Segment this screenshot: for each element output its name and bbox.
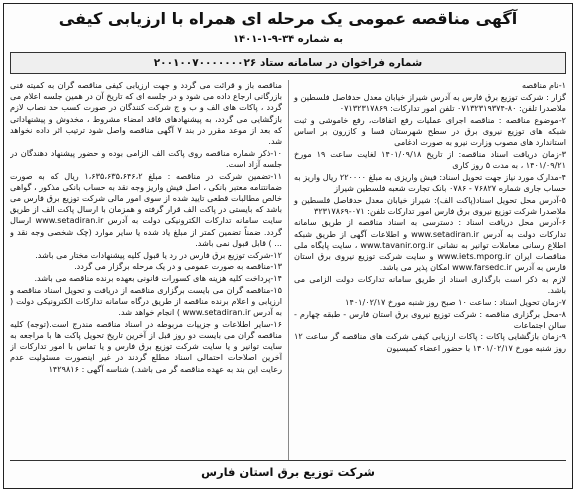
clause: ۱۰-ذکر شماره مناقصه روی پاکت الف الزامی بوده و حضور پیشنهاد دهندگان در جلسه آزاد است.	[10, 147, 282, 169]
clause: ۸-محل برگزاری مناقصه : شرکت توزیع نیروی برق استان فارس - طبقه چهارم - سالن اجتماعات	[294, 308, 566, 330]
left-column	[10, 80, 282, 460]
clause: ۴-مدارک مورد نیاز جهت تحویل اسناد: فیش واریزی به مبلغ ۲۲۰۰۰۰ ریال واریز به حساب جاری شماره ۷۶۸۲۷ - ۰۷۸۶ بانک تجارت شعبه فلسطین شیراز	[294, 171, 566, 193]
clause: ۱۶-سایر اطلاعات و جزییات مربوطه در اسناد مناقصه مندرج است.(توجه) کلیه مناقصه گران می بایست دو روز قبل از آخرین تاریخ تحویل پاکت ها با مراجعه به سایت توانیر و یا سایت شرکت توزیع برق فارس و یا تماس با امور تدارکات از آخرین اصلاحات احتمالی اسناد مطلع گردند در غیر اینصورت مسئولیت عدم رعایت این بند به عهده مناقصه گر می باشد.) شناسه آگهی : ۱۴۲۹۸۱۶	[10, 318, 282, 374]
clause: لازم به ذکر است بارگذاری اسناد از طریق سامانه تدارکات دولت الزامی می باشد.	[294, 273, 566, 296]
right-column	[288, 80, 566, 460]
clause: ۱۵-مناقصه گران می بایست برگزاری مناقصه از دریافت و تحویل اسناد مناقصه و ارزیابی و اعلام برنده مناقصه از طریق درگاه سامانه تدارکات الکترونیکی دولت ( به آدرس www.setadiran.ir ) انجام خواهد شد.	[10, 284, 282, 318]
clause: مناقصه باز و قرائت می گردد و جهت ارزیابی کیفی مناقصه گران به کمیته فنی بازرگانی ارجاع داده می شود و در جلسه ای که تاریخ آن در همین جلسه اعلام می گردد ، پاکات های الف و ب و ج شرکت کنندگان در صورت کسب حد نصاب لازم بازگشایی می گردد، به پیشنهادهای فاقد امضاء مشروط ، مخدوش و پیشنهاداتی که بعد از موعد مقرر در بند ۷ آگهی مناقصه واصل شود ترتیب اثر داده نخواهد شد.	[10, 80, 282, 147]
tender-notice	[3, 3, 573, 489]
notice-title: آگهی مناقصه عمومی یک مرحله ای همراه با ارزیابی کیفی	[58, 9, 518, 28]
clause: ۹-زمان بازگشایی پاکات : پاکات ارزیابی کیفی شرکت های مناقصه گر ساعت ۱۲ روز شنبه مورخ ۱۴۰۱/۰۲/۱۷ با حضور اعضاء کمیسیون	[294, 331, 566, 353]
clause: ۵-آدرس محل تحویل اسناد(پاکت الف): شیراز خیابان معدل حدفاصل فلسطین و ملاصدرا شرکت توزیع نیروی برق فارس امور تدارکات تلفن: ۰۷۱-۳۲۳۱۷۸۶۹	[294, 194, 566, 216]
clause: ۲-موضوع مناقصه : مناقصه اجرای عملیات رفع اتفاقات، رفع خاموشی و ثبت شبکه های توزیع نیروی برق در سطح شهرستان فسا و کازرون بر اساس استاندارد های مصوب وزارت نیرو به صورت ادغامی	[294, 114, 566, 148]
clause: گزار : شرکت توزیع برق فارس به آدرس شیراز خیابان معدل حدفاصل فلسطین و ملاصدرا تلفن: ۸۰-۰۷۱۳۲۳۱۹۳۷۴ تلفن امور تدارکات: ۰۷۱۳۲۳۱۷۸۶۹	[294, 91, 566, 113]
clause: ۶-آدرس محل دریافت اسناد : دسترسی به اسناد مناقصه از طریق سامانه تدارکات دولت به آدرس www.setadiran.ir و اطلاعات آگهی از طریق شبکه اطلاع رسانی معاملات توانیر به نشانی www.tavanir.org.ir ، سایت پایگاه ملی مناقصات ایران www.iets.mporg.ir و سایت شرکت توزیع نیروی برق استان فارس به آدرس www.farsedc.ir امکان پذیر می باشد.	[294, 217, 566, 273]
clause: ۱۳-مناقصه به صورت عمومی و در یک مرحله برگزار می گردد.	[74, 261, 282, 272]
clause: ۱۴-پرداخت کلیه هزینه های کسورات قانونی بعهده برنده مناقصه می باشد.	[34, 272, 282, 283]
company-signature: شرکت توزیع برق استان فارس	[10, 460, 566, 482]
clause: ۳-زمان دریافت اسناد مناقصه: از تاریخ ۱۴۰۱/۰۹/۱۸ لغایت ساعت ۱۹ مورخ ۱۴۰۱/۰۹/۲۱ ، به مدت ۵ روز کاری	[294, 148, 566, 170]
clause: ۱-نام مناقصه	[521, 80, 566, 90]
setad-call-number-banner: شماره فراخوان در سامانه ستاد ۲۰۰۱۰۰۷۰۰۰۰۰۰۰۲۶	[10, 52, 566, 74]
notice-body	[10, 80, 566, 460]
clause: ۷-زمان تحویل اسناد : ساعت ۱۰ صبح روز شنبه مورخ ۱۴۰۱/۰۲/۱۷	[345, 296, 566, 307]
notice-number: به شماره ۳۴-۹-۱-۱۴۰۱	[232, 34, 344, 45]
clause: ۱۱-تضمین شرکت در مناقصه : مبلغ ۱،۶۳۵،۶۳۵،۶۴۶،۲ ریال که به صورت ضمانتنامه معتبر بانکی ، اصل فیش واریز وجه نقد به حساب بانکی مذکور ، گواهی خالص مطالبات قطعی تایید شده از سوی امور مالی شرکت توزیع برق فارس می باشد که بایستی در پاکت الف قرار گرفته و همزمان با ارسال پاکت الف از طریق سایت سامانه تدارکات الکترونیکی دولت به آدرس www.setadiran.ir ارسال گردد. ضمناً تضمین کمتر از مبلغ یاد شده یا سایر موارد (چک شخصی وجه نقد و ... ) قابل قبول نمی باشد.	[10, 170, 282, 248]
clause: ۱۲-شرکت توزیع برق فارس در رد یا قبول کلیه پیشنهادات مختار می باشد.	[35, 249, 282, 260]
